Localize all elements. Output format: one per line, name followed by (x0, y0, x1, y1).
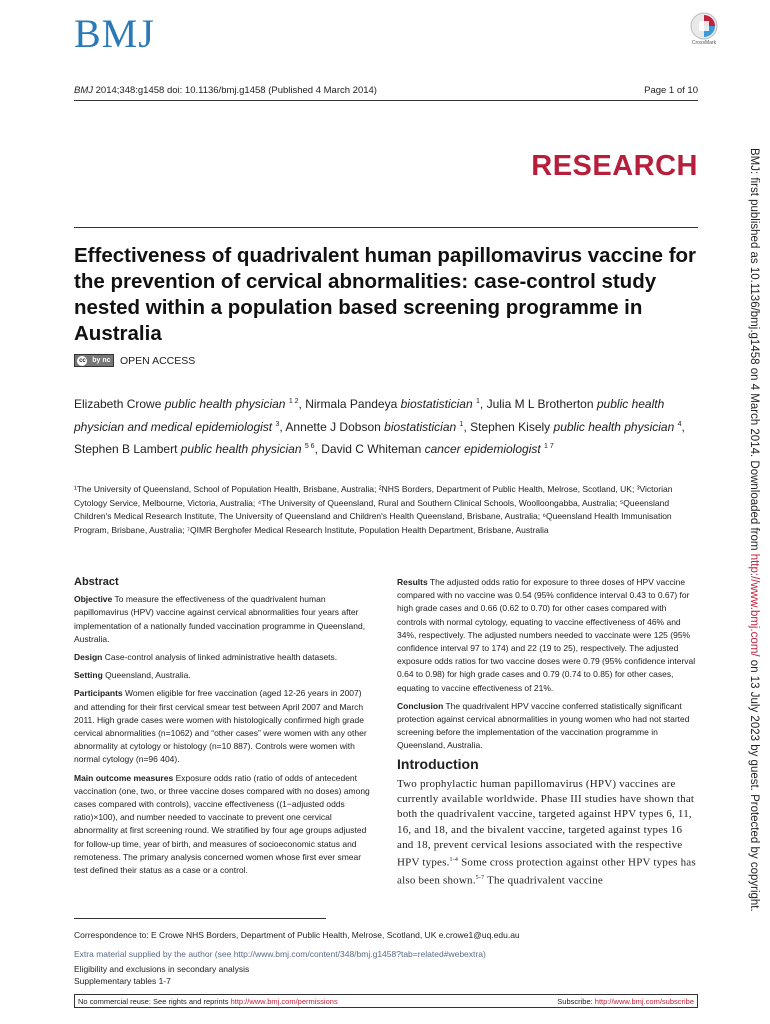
objective-label: Objective (74, 594, 113, 605)
introduction-body (397, 777, 698, 889)
design-label: Design (74, 652, 103, 663)
conclusion-text: The quadrivalent HPV vaccine conferred statistically significant protection against cervical abnormalities in young women who had not started screening before the implementation of the vaccination programme in Queensland, Australia. (397, 700, 690, 751)
footer-rights (78, 997, 338, 1006)
footer-subscribe-text: Subscribe: (557, 997, 595, 1006)
download-notice (748, 148, 760, 912)
author-role: public health physician and medical epidemiologist (74, 397, 665, 434)
correspondence-rule (74, 918, 326, 919)
abstract-conclusion (397, 700, 698, 753)
header-rule (74, 100, 698, 101)
author-affiliation-ref: 5 6 (304, 443, 315, 450)
intro-text-1: Two prophylactic human papillomavirus (HPV) vaccines are currently available worldwide. Phase III studies have shown that both the quadrivalent vaccine, targeted against HPV types 6, 11, 16, and 18, and the bivalent vaccine, targeted against types 16 and 18, prevent cervical lesions associated with the respective HPV types. (397, 777, 695, 869)
introduction-heading: Introduction (397, 755, 479, 772)
participants-text: Women eligible for free vaccination (aged 12-26 years in 2007) and attending for their first cervical smear test between April 2007 and March 2011. High grade cases were women with histologically confirmed high grade cervical abnormalities (n=1062) and “other cases” were women with any other abnormality at cytology or histology (n=10 887). Controls were women with normal cytology (n=96 404). (74, 688, 367, 765)
author-role: public health physician (553, 419, 675, 434)
author-name: Annette J Dobson (285, 419, 381, 434)
abstract-participants (74, 687, 374, 766)
article-title: Effectiveness of quadrivalent human papillomavirus vaccine for the prevention of cervical abnormalities: case-control study nested within a population based screening programme in Australia (74, 244, 697, 345)
author-separator: , (681, 419, 685, 434)
open-access-label: OPEN ACCESS (120, 354, 196, 367)
citation-journal: BMJ (74, 85, 93, 96)
author-separator: , (298, 397, 306, 411)
footer-rights-text: No commercial reuse: See rights and reprints (78, 997, 231, 1006)
abstract-setting (74, 669, 374, 682)
affiliations: ¹The University of Queensland, School of Population Health, Brisbane, Australia; ²NHS Borders, Department of Public Health, Melrose, Scotland, UK; ³Victorian Cytology Service, Melbourne, Victoria, Australia; ⁴The University of Queensland, Rural and Southern Clinical Schools, Woolloongabba, Australia; ⁵Queensland Children's Medical Research Institute, The University of Queensland and Children's Health Queensland, Brisbane, Australia; ⁶Queensland Health Immunisation Program, Brisbane, Australia; ⁷QIMR Berghofer Medical Research Institute, Population Health Department, Brisbane, Australia (74, 484, 673, 535)
author-affiliation-ref: 4 (677, 420, 682, 428)
creative-commons-icon[interactable] (74, 354, 114, 367)
results-text: The adjusted odds ratio for exposure to three doses of HPV vaccine compared with no vaccine was 0.54 (95% confidence interval 0.43 to 0.67) for high grade cases and 0.66 (0.62 to 0.70) for other cases compared with controls with normal cytology, equating to vaccine effectiveness of 46% and 34%, respectively. The adjusted numbers needed to vaccinate were 125 (95% confidence interval 97 to 174) and 22 (19 to 25), respectively. The adjusted exposure odds ratios for two vaccine doses were 0.79 (95% confidence interval 0.64 to 0.98) for high grade cases and 0.79 (0.74 to 0.85) for other cases, equating to vaccine effectiveness of 21%. (397, 577, 696, 693)
abstract-results (397, 576, 698, 695)
open-access (74, 354, 195, 367)
outcome-text: Exposure odds ratio (ratio of odds of antecedent vaccination (one, two, or three vaccine doses compared with no doses) among cases compared with controls), vaccine effectiveness ((1−adjusted odds ratio)×100), and number needed to vaccinate to prevent one cervical abnormality at first screening round. We stratified by four age groups adjusted for follow-up time, year of birth, and measures of socioeconomic status and remoteness. The primary analysis concerned women whose first ever smear test defined their status as a case or a control. (74, 772, 370, 876)
section-label: RESEARCH (531, 150, 698, 182)
author-separator: , (479, 397, 487, 411)
footer (74, 994, 698, 1008)
crossmark-label: CrossMark (691, 40, 717, 46)
intro-text-3: The quadrivalent vaccine (484, 874, 603, 887)
intro-ref-1[interactable]: 1-4 (449, 857, 459, 864)
download-notice-text: BMJ: first published as 10.1136/bmj.g1458 on 4 March 2014. Downloaded from (748, 148, 760, 554)
setting-text: Queensland, Australia. (102, 670, 191, 681)
correspondence: Correspondence to: E Crowe NHS Borders, Department of Public Health, Melrose, Scotland, UK e.crowe1@uq.edu.au (74, 930, 520, 940)
author-affiliation-ref: 1 2 (288, 398, 299, 405)
author-role: cancer epidemiologist (424, 442, 541, 456)
outcome-label: Main outcome measures (74, 772, 174, 783)
author-list (74, 392, 704, 460)
citation-line (74, 85, 377, 96)
intro-ref-2[interactable]: 5-7 (475, 875, 485, 882)
cc-circle: cc (79, 357, 86, 364)
citation-rest: 2014;348:g1458 doi: 10.1136/bmj.g1458 (Published 4 March 2014) (93, 85, 377, 96)
abstract-objective (74, 593, 374, 646)
title-rule (74, 227, 698, 228)
author-affiliation-ref: 3 (275, 420, 280, 428)
extra-material-item: Supplementary tables 1-7 (74, 976, 171, 986)
author-role: biostatistician (400, 397, 473, 411)
setting-label: Setting (74, 670, 103, 681)
cc-license-text: by nc (92, 357, 111, 364)
abstract-design (74, 651, 374, 664)
conclusion-label: Conclusion (397, 700, 444, 711)
abstract-heading: Abstract (74, 576, 119, 588)
author-name: Elizabeth Crowe (74, 397, 162, 411)
download-notice-text-end: on 13 July 2023 by guest. Protected by copyright. (748, 656, 760, 912)
right-column (397, 576, 698, 889)
bmj-site-link[interactable]: http://www.bmj.com/ (748, 553, 760, 657)
author-separator: , (463, 419, 471, 434)
page-number: Page 1 of 10 (644, 85, 698, 96)
author-role: biostatistician (384, 419, 457, 434)
abstract-outcome (74, 772, 374, 878)
participants-label: Participants (74, 688, 123, 699)
author-affiliation-ref: 1 7 (544, 443, 554, 450)
author-role: public health physician (180, 442, 302, 456)
permissions-link[interactable]: http://www.bmj.com/permissions (230, 997, 338, 1006)
author-role: public health physician (164, 397, 286, 411)
footer-subscribe (557, 997, 694, 1006)
design-text: Case-control analysis of linked administrative health datasets. (102, 652, 338, 663)
author-affiliation-ref: 1 (459, 420, 464, 428)
author-name: Nirmala Pandeya (305, 397, 398, 411)
extra-material-item: Eligibility and exclusions in secondary analysis (74, 964, 250, 974)
extra-material-link[interactable]: Extra material supplied by the author (see http://www.bmj.com/content/348/bmj.g1458?tab=related#webextra) (74, 949, 486, 959)
author-name: Stephen Kisely (470, 419, 551, 434)
crossmark-icon[interactable] (686, 12, 722, 52)
abstract-column (74, 576, 374, 882)
author-affiliation-ref: 1 (476, 398, 480, 405)
bmj-logo[interactable]: BMJ (74, 11, 155, 56)
intro-text-2: Some cross protection against other HPV types has also been shown. (397, 856, 696, 887)
author-name: Julia M L Brotherton (486, 397, 594, 411)
author-separator: , (314, 442, 322, 456)
author-name: David C Whiteman (321, 442, 422, 456)
author-name: Stephen B Lambert (74, 442, 178, 456)
subscribe-link[interactable]: http://www.bmj.com/subscribe (594, 997, 694, 1006)
objective-text: To measure the effectiveness of the quadrivalent human papillomavirus (HPV) vaccine against cervical abnormalities four years after implementation of a nationally funded vaccination programme in Queensland, Australia. (74, 594, 366, 644)
results-label: Results (397, 577, 428, 587)
author-separator: , (279, 419, 286, 434)
